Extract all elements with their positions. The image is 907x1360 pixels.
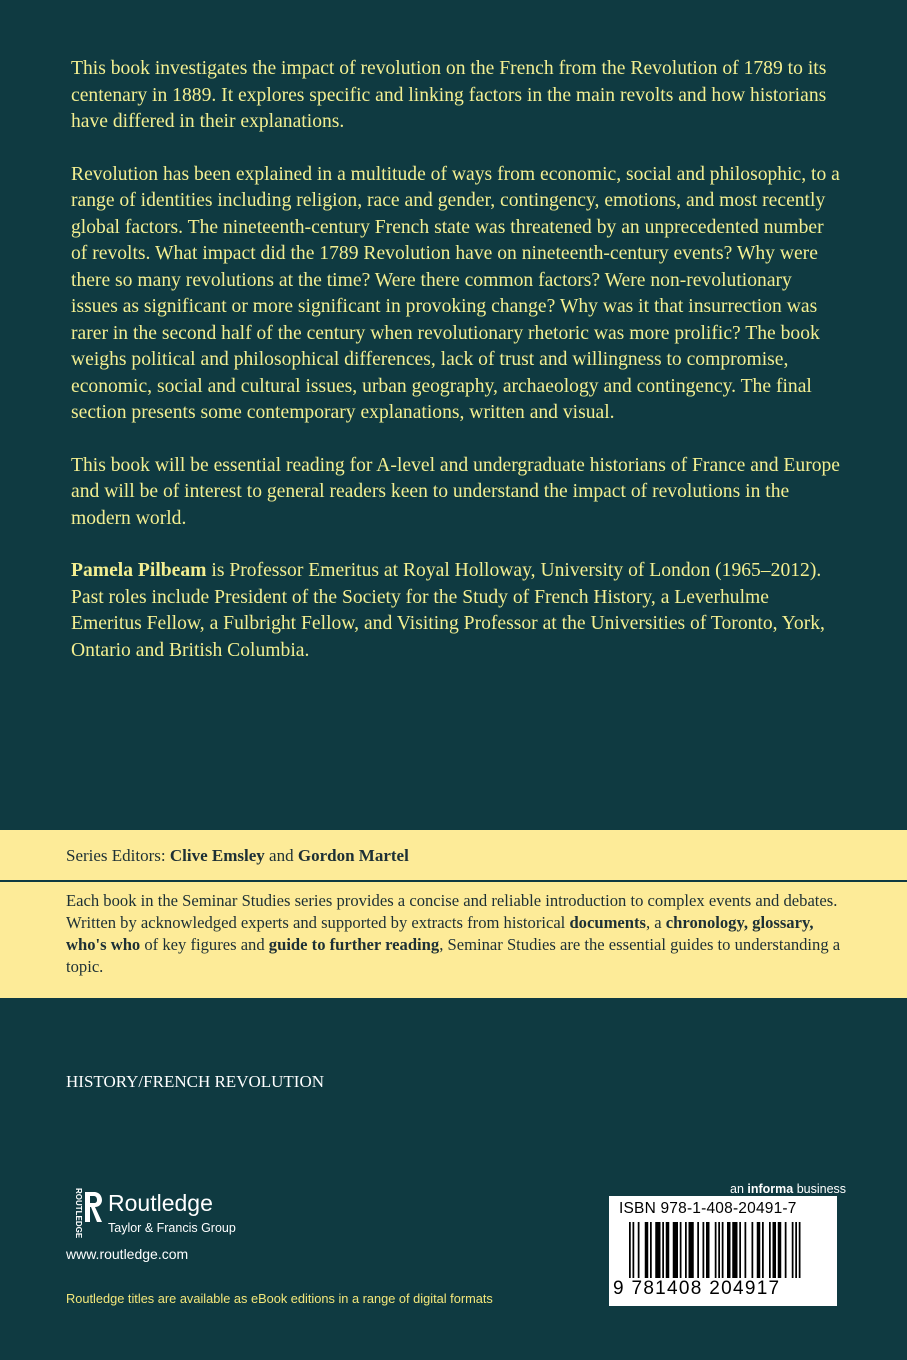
series-editor-1: Clive Emsley <box>169 846 265 865</box>
publisher-name: Routledge <box>108 1190 213 1216</box>
author-bio-text: is Professor Emeritus at Royal Holloway, University of London (1965–2012). Past roles include President of the Society for the Study of French History, a Leverhulme Emeritus Fellow, a Fulbright Fellow, and Visiting Professor at the Universities of Toronto, York, Ontario and British Columbia. <box>71 560 825 661</box>
barcode-bar <box>629 1222 631 1280</box>
blurb-paragraph-1: This book investigates the impact of revolution on the French from the Revolution of 1789 to its centenary in 1889. It explores specific and linking factors in the main revolts and how historians have differed in their explanations. <box>71 58 827 132</box>
routledge-vertical-wordmark <box>66 1188 83 1240</box>
isbn-barcode <box>609 1196 837 1306</box>
barcode-bar <box>706 1222 710 1280</box>
informa-tagline <box>730 1182 846 1196</box>
series-desc-bold-1: documents <box>569 913 646 932</box>
barcode-bar <box>722 1222 724 1280</box>
barcode-bar <box>773 1222 777 1280</box>
barcode-digits: 9 781408 204917 <box>613 1278 835 1300</box>
informa-suffix: business <box>793 1182 847 1196</box>
back-cover-blurb <box>71 56 841 690</box>
barcode-bar <box>778 1222 782 1280</box>
barcode-bar <box>727 1222 731 1280</box>
barcode-bar <box>680 1222 682 1280</box>
series-desc-a: Each book in the Seminar Studies series provides a concise and reliable introduction to complex events and debates. Written by acknowledged experts and supported by extracts from historical <box>66 891 838 932</box>
barcode-bar <box>673 1222 678 1280</box>
barcode-bar <box>633 1222 635 1280</box>
author-name: Pamela Pilbeam <box>71 560 207 581</box>
barcode-bar <box>752 1222 754 1280</box>
series-editors-label: Series Editors: <box>66 846 170 865</box>
barcode-bar <box>795 1222 797 1280</box>
barcode-bar <box>645 1222 649 1280</box>
barcode-bar <box>745 1222 747 1280</box>
routledge-r-icon <box>82 1190 104 1224</box>
informa-prefix: an <box>730 1182 748 1196</box>
series-divider <box>0 880 907 882</box>
barcode-bar <box>703 1222 705 1280</box>
series-editor-2: Gordon Martel <box>297 846 409 865</box>
series-desc-bold-2: chronology, glossary, who's who <box>66 913 814 954</box>
author-bio <box>71 558 841 664</box>
barcode-bar <box>757 1222 761 1280</box>
barcode-bar <box>799 1222 801 1280</box>
isbn-label: ISBN 978-1-408-20491-7 <box>619 1200 797 1217</box>
publisher-group: Taylor & Francis Group <box>108 1221 236 1235</box>
barcode-bar <box>762 1222 764 1280</box>
barcode-bar <box>655 1222 660 1280</box>
barcode-bar <box>650 1222 652 1280</box>
barcode-bar <box>715 1222 717 1280</box>
barcode-bar <box>666 1222 670 1280</box>
blurb-paragraph-3: This book will be essential reading for A-level and undergraduate historians of France and Europe and will be of interest to general readers keen to understand the impact of revolutions in the modern world. <box>71 454 841 529</box>
barcode-bar <box>732 1222 737 1280</box>
series-desc-sep-2: of key figures and <box>140 935 269 954</box>
svg-text:ROUTLEDGE: ROUTLEDGE <box>74 1188 83 1239</box>
barcode-bar <box>769 1222 771 1280</box>
series-band <box>0 830 907 998</box>
series-editors <box>66 846 409 866</box>
ebook-note: Routledge titles are available as eBook editions in a range of digital formats <box>66 1291 493 1306</box>
series-editors-and: and <box>264 846 298 865</box>
series-desc-sep-1: , a <box>645 913 666 932</box>
barcode-bar <box>685 1222 687 1280</box>
barcode-bar <box>718 1222 720 1280</box>
series-description <box>66 890 856 978</box>
barcode-bar <box>662 1222 664 1280</box>
routledge-logo <box>66 1188 266 1240</box>
barcode-bar <box>792 1222 794 1280</box>
barcode-bar <box>638 1222 640 1280</box>
publisher-url: www.routledge.com <box>66 1246 189 1262</box>
barcode-bar <box>739 1222 741 1280</box>
barcode-bar <box>697 1222 699 1280</box>
blurb-paragraph-2: Revolution has been explained in a multitude of ways from economic, social and philosophic, to a range of identities including religion, race and gender, contingency, emotions, and most recently global factors. The nineteenth-century French state was threatened by an unprecedented number of revolts. What impact did the 1789 Revolution have on nineteenth-century events? Why were there so many revolutions at the time? Were there common factors? Were non-revolutionary issues as significant or more significant in provoking change? Why was it that insurrection was rarer in the second half of the century when revolutionary rhetoric was more prolific? The book weighs political and philosophical differences, lack of trust and willingness to compromise, economic, social and cultural issues, urban geography, archaeology and contingency. The final section presents some contemporary explanations, written and visual. <box>71 163 840 423</box>
series-desc-b: , Seminar Studies are the essential guides to understanding a topic. <box>66 935 841 976</box>
subject-category: HISTORY/FRENCH REVOLUTION <box>66 1072 325 1091</box>
series-desc-bold-3: guide to further reading <box>268 935 440 954</box>
barcode-bar <box>689 1222 694 1280</box>
informa-word: informa <box>747 1182 794 1196</box>
barcode-bar <box>785 1222 787 1280</box>
